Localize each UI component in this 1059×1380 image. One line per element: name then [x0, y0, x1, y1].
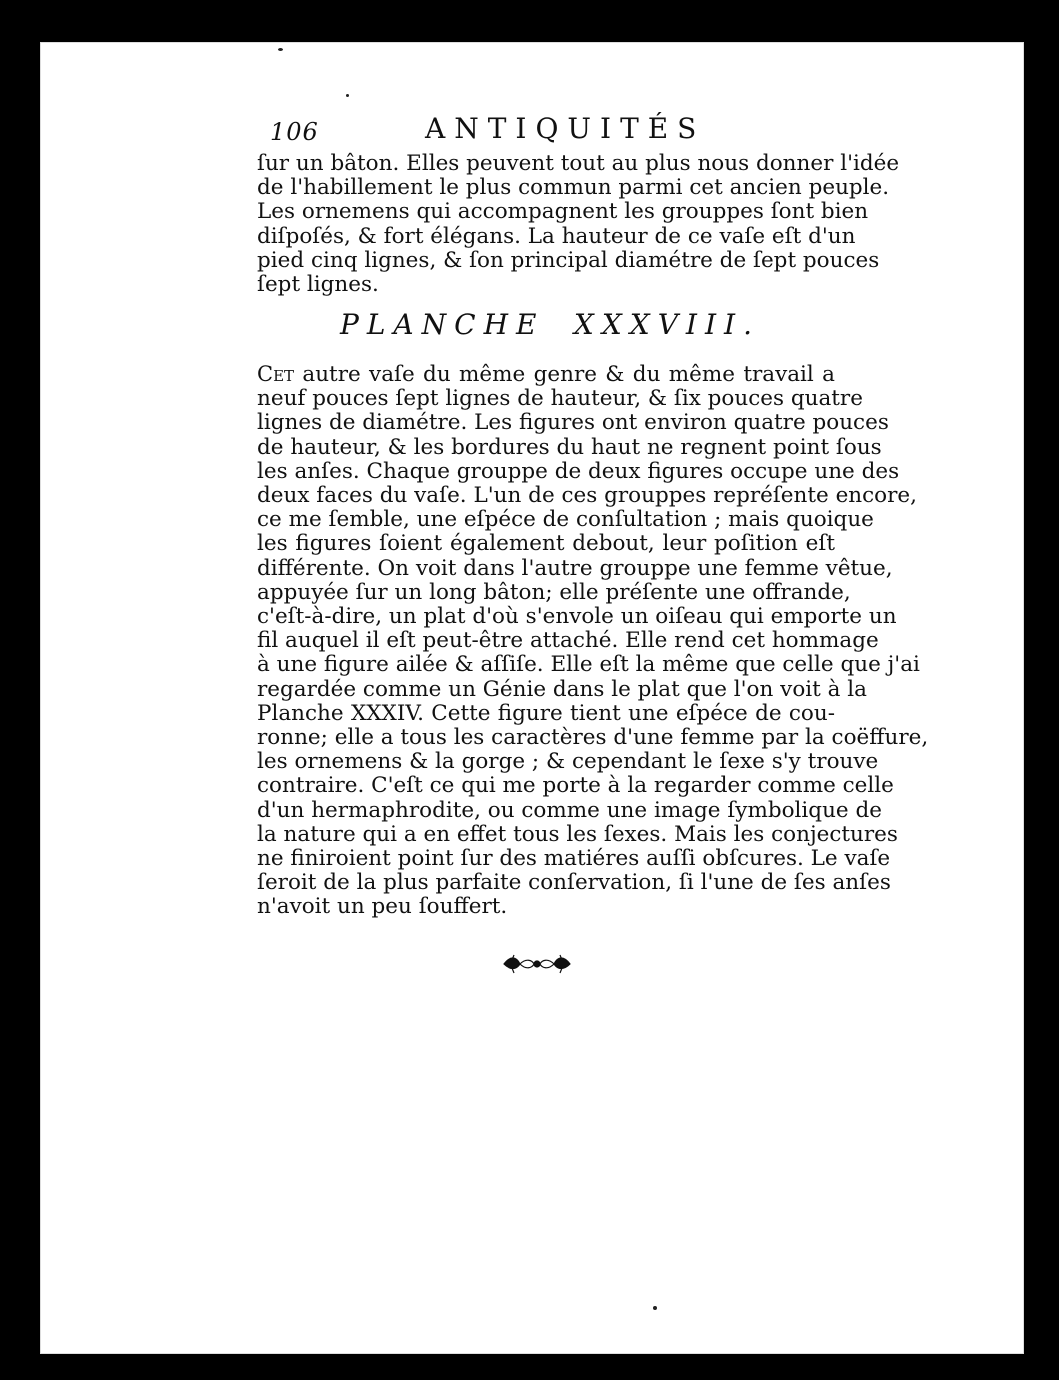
text-line: lignes de diamétre. Les figures ont environ quatre pouces [257, 410, 889, 436]
text-line: n'avoit un peu ſouffert. [257, 894, 508, 920]
text-line: neuf pouces ſept lignes de hauteur, & ſix pouces quatre [257, 386, 863, 412]
main-paragraph [257, 362, 929, 920]
text-line: les figures ſoient également debout, leur poſition eſt [257, 531, 835, 557]
continuation-paragraph [257, 151, 900, 298]
paragraph-lines [257, 386, 929, 920]
text-line: diſpoſés, & fort élégans. La hauteur de ce vaſe eſt d'un [257, 223, 856, 249]
text-line: à une figure ailée & aſſiſe. Elle eſt la même que celle que j'ai [257, 652, 920, 678]
fleuron-ornament-icon [500, 952, 574, 976]
text-line: deux faces du vaſe. L'un de ces grouppes repréſente encore, [257, 483, 917, 509]
plate-heading-word: PLANCHE [340, 308, 545, 341]
text-line: d'un hermaphrodite, ou comme une image ſymbolique de [257, 797, 882, 823]
text-line: appuyée ſur un long bâton; elle préſente une offrande, [257, 579, 851, 605]
text-line: de hauteur, & les bordures du haut ne regnent point ſous [257, 434, 882, 460]
first-word: Cet [257, 362, 295, 386]
page-number: 106 [270, 118, 319, 146]
text-line: de l'habillement le plus commun parmi cet ancien peuple. [257, 175, 890, 201]
text-line: ce me ſemble, une eſpéce de conſultation ; mais quoique [257, 507, 874, 533]
text-line: les anſes. Chaque grouppe de deux figures occupe une des [257, 458, 900, 484]
running-title: ANTIQUITÉS [425, 112, 706, 145]
text-line: différente. On voit dans l'autre grouppe une femme vêtue, [257, 555, 893, 581]
text-line: Les ornemens qui accompagnent les grouppes ſont bien [257, 199, 869, 225]
text-line: pied cinq lignes, & ſon principal diamétre de ſept pouces [257, 247, 880, 273]
paper-speck [346, 94, 349, 97]
text-line: la nature qui a en effet tous les ſexes. Mais les conjectures [257, 821, 898, 847]
text-line: ſur un bâton. Elles peuvent tout au plus nous donner l'idée [257, 151, 900, 176]
text-line: Planche XXXIV. Cette figure tient une eſpéce de cou- [257, 700, 835, 726]
paper-speck [278, 48, 283, 51]
text-line: c'eſt-à-dire, un plat d'où s'envole un oiſeau qui emporte un [257, 604, 897, 630]
first-line-text: autre vaſe du même genre & du même travail a [302, 362, 835, 387]
running-head [270, 112, 740, 152]
text-line: regardée comme un Génie dans le plat que l'on voit à la [257, 676, 867, 702]
text-line: contraire. C'eſt ce qui me porte à la regarder comme celle [257, 773, 894, 799]
text-line: ne finiroient point ſur des matiéres auſſi obſcures. Le vaſe [257, 846, 891, 872]
text-line: ſept lignes. [257, 272, 379, 298]
text-line: ronne; elle a tous les caractères d'une femme par la coëffure, [257, 725, 929, 751]
paragraph-first-line [257, 362, 835, 387]
text-line: fil auquel il eſt peut-être attaché. Elle rend cet hommage [257, 628, 879, 654]
plate-heading-number: XXXVIII. [573, 308, 760, 341]
text-line: les ornemens & la gorge ; & cependant le ſexe s'y trouve [257, 749, 879, 775]
text-line: ſeroit de la plus parfaite conſervation, ſi l'une de ſes anſes [257, 870, 891, 896]
paper-speck [653, 1306, 657, 1310]
plate-heading [340, 308, 760, 341]
